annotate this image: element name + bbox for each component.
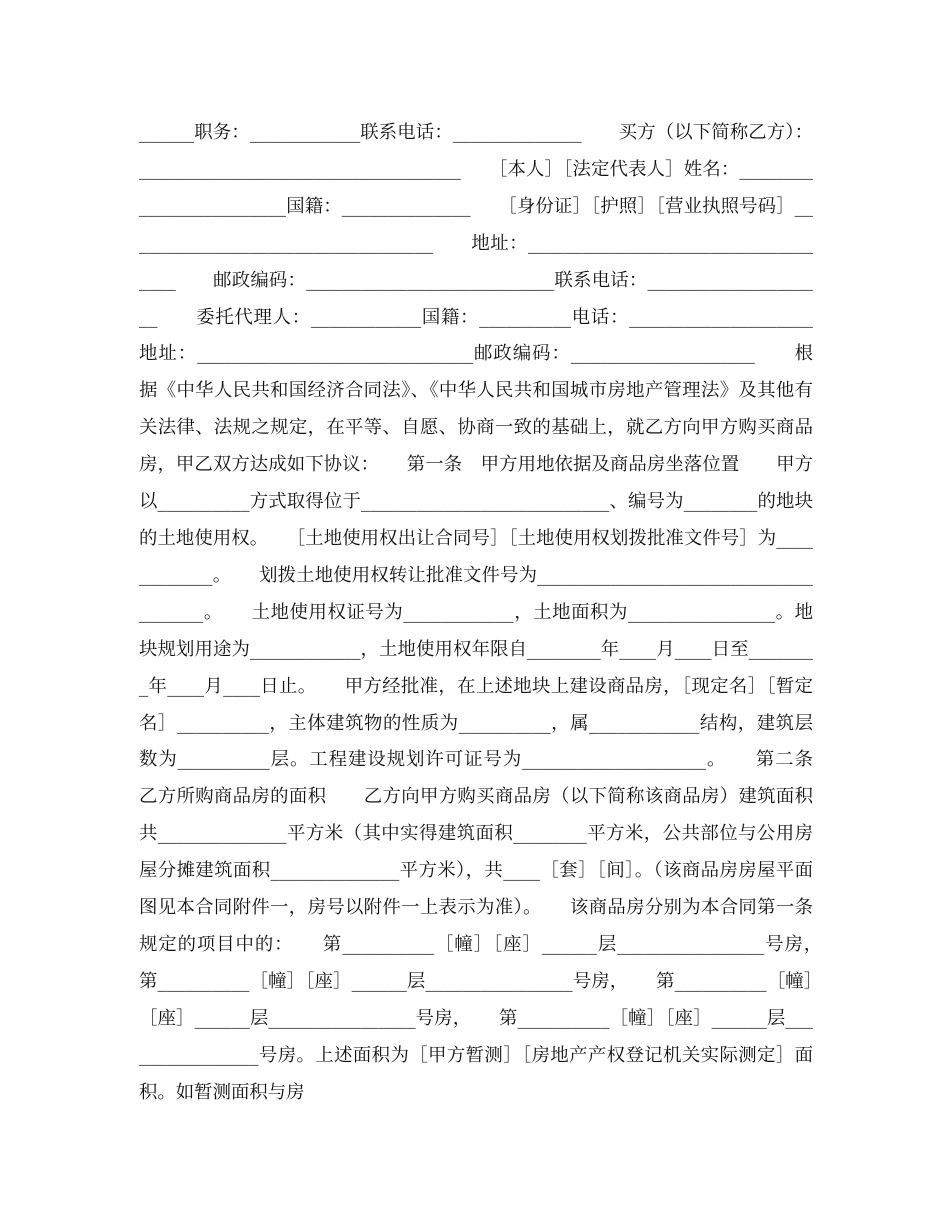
contract-body-text: ______职务：____________联系电话：______________ 买方（以下简称乙方）：___________________________________ ［本人］［法定代表人］姓名：________________________国籍：______________ ［身份证］［护照］［营业执照号码］__________________________________ 地址：___________________________________ 邮政编码：___________________________联系电话：____________________ 委托代理人：____________国籍：__________电话：____________________ 地址：______________________________邮政编码：____________________ 根据《中华人民共和国经济合同法》、《中华人民共和国城市房地产管理法》及其他有关法律、法规之规定，在平等、自愿、协商一致的基础上，就乙方向甲方购买商品房，甲乙双方达成如下协议： 第一条 甲方用地依据及商品房坐落位置 甲方以__________方式取得位于___________________________、编号为________的地块的土地使用权。 ［土地使用权出让合同号］［土地使用权划拨批准文件号］为____________。 划拨土地使用权转让批准文件号为_____________________________________。 土地使用权证号为____________，土地面积为________________。地块规划用途为____________，土地使用权年限自________年____月____日至________年____月____日止。 甲方经批准，在上述地块上建设商品房，［现定名］［暂定名］__________，主体建筑物的性质为__________，属____________结构，建筑层数为__________层。工程建设规划许可证号为____________________。 第二条 乙方所购商品房的面积 乙方向甲方购买商品房（以下简称该商品房）建筑面积共______________平方米（其中实得建筑面积________平方米，公共部位与公用房屋分摊建筑面积______________平方米），共____［套］［间］。（该商品房房屋平面图见本合同附件一，房号以附件一上表示为准）。 该商品房分别为本合同第一条规定的项目中的： 第__________［幢］［座］______层________________号房， 第__________［幢］［座］______层________________号房， 第__________［幢］［座］______层________________号房， 第__________［幢］［座］______层________________号房。上述面积为［甲方暂测］［房地产产权登记机关实际测定］面积。如暂测面积与房 [139, 122, 850, 1103]
